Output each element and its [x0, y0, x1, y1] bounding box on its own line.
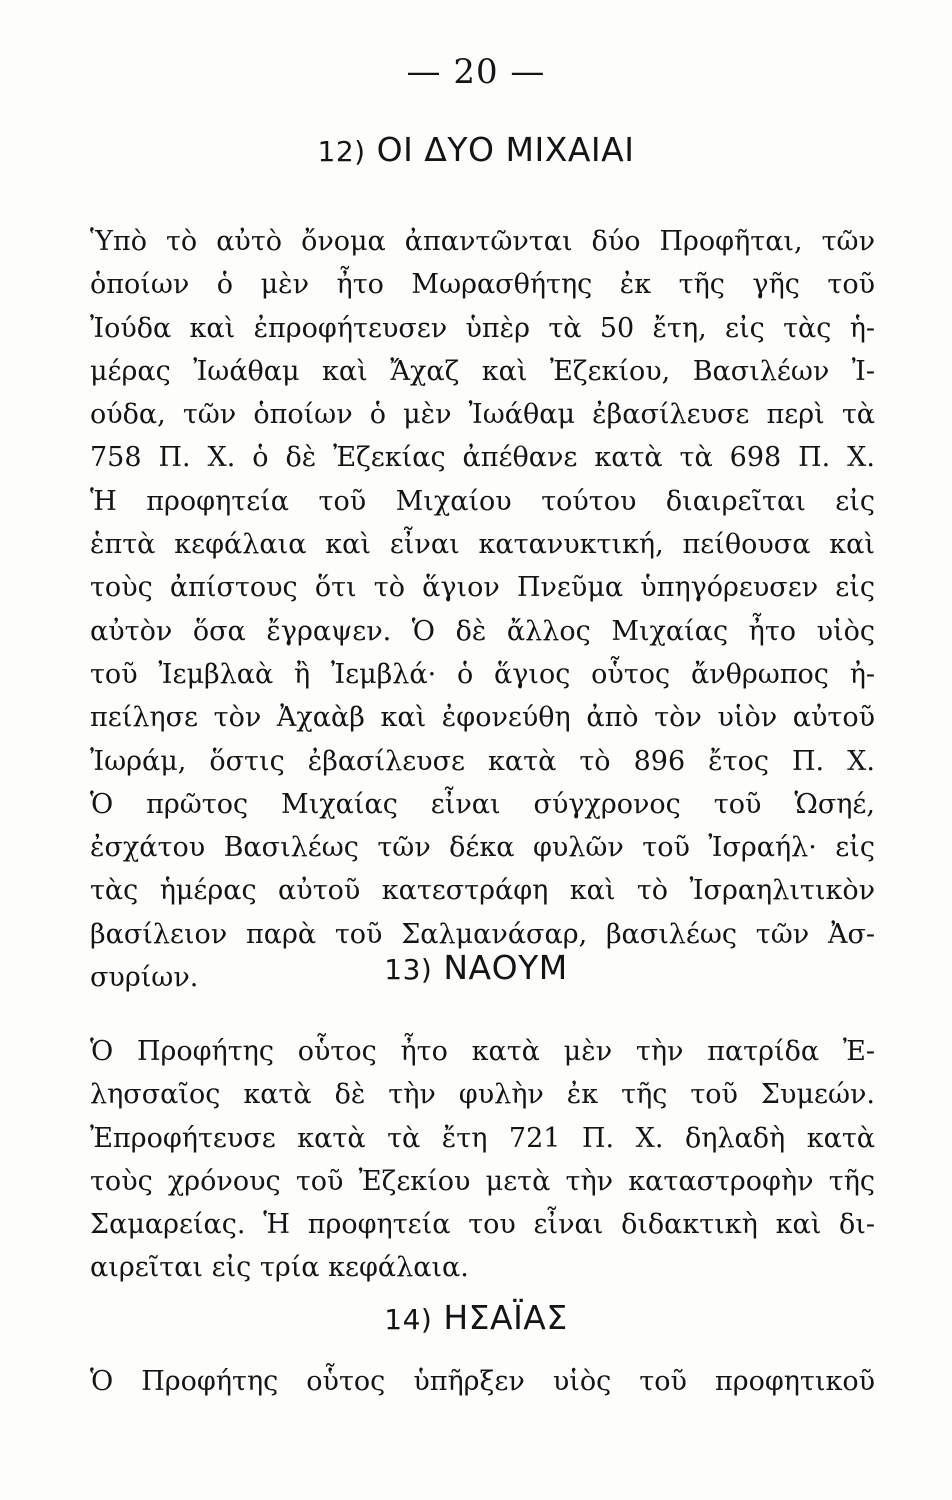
text-line: συρίων. [90, 962, 199, 994]
section-number: 12) [317, 135, 366, 168]
text-line: ούδα, τῶν ὁποίων ὁ μὲν Ἰωάθαμ ἐβασίλευσε περὶ τὰ [90, 399, 875, 431]
text-line: Ἰωράμ, ὅστις ἐβασίλευσε κατὰ τὸ 896 ἔτος Π. Χ. [90, 745, 875, 777]
text-line: ἑπτὰ κεφάλαια καὶ εἶναι κατανυκτική, πείθουσα καὶ [90, 529, 875, 561]
text-line: αὐτὸν ὅσα ἔγραψεν. Ὁ δὲ ἄλλος Μιχαίας ἦτο υἱὸς [90, 615, 875, 647]
section-title: ΟΙ ΔΥΟ ΜΙΧΑΙΑΙ [376, 130, 635, 169]
text-line: τοῦ Ἰεμβλαὰ ἢ Ἰεμβλά· ὁ ἅγιος οὗτος ἄνθρωπος ἠ- [90, 658, 875, 690]
section-number: 13) [384, 953, 433, 986]
section-body-14 [90, 1360, 875, 1403]
section-number: 14) [384, 1303, 433, 1336]
section-body-13 [90, 1030, 875, 1290]
text-line: αιρεῖται εἰς τρία κεφάλαια. [90, 1252, 469, 1284]
text-line: ὁποίων ὁ μὲν ἦτο Μωρασθήτης ἐκ τῆς γῆς τοῦ [90, 269, 875, 301]
page-number: — 20 — [406, 52, 546, 92]
text-line: πείλησε τὸν Ἀχαὰβ καὶ ἐφονεύθη ἀπὸ τὸν υἱὸν αὐτοῦ [90, 702, 875, 734]
section-title: ΝΑΟΥΜ [443, 948, 568, 987]
text-line: λησσαῖος κατὰ δὲ τὴν φυλὴν ἐκ τῆς τοῦ Συμεών. [90, 1079, 875, 1111]
text-line: Ὁ Προφήτης οὗτος ἦτο κατὰ μὲν τὴν πατρίδα Ἐ- [90, 1036, 875, 1067]
section-heading-12 [0, 130, 952, 169]
text-line: τοὺς ἀπίστους ὅτι τὸ ἅγιον Πνεῦμα ὑπηγόρευσεν εἰς [90, 572, 875, 604]
text-line: τοὺς χρόνους τοῦ Ἐζεκίου μετὰ τὴν καταστροφὴν τῆς [90, 1165, 875, 1197]
text-line: Ἰούδα καὶ ἐπροφήτευσεν ὑπὲρ τὰ 50 ἔτη, εἰς τὰς ἡ- [90, 312, 875, 344]
text-line: τὰς ἡμέρας αὐτοῦ κατεστράφη καὶ τὸ Ἰσραηλιτικὸν [90, 875, 875, 907]
section-heading-13 [0, 948, 952, 987]
text-line: Ὁ πρῶτος Μιχαίας εἶναι σύγχρονος τοῦ Ὡσηέ, [90, 788, 875, 820]
text-line: 758 Π. Χ. ὁ δὲ Ἐζεκίας ἀπέθανε κατὰ τὰ 698 Π. Χ. [90, 442, 875, 474]
section-body-12 [90, 220, 875, 999]
text-line: βασίλειον παρὰ τοῦ Σαλμανάσαρ, βασιλέως τῶν Ἀσ- [90, 918, 875, 950]
text-line: Ἐπροφήτευσε κατὰ τὰ ἔτη 721 Π. Χ. δηλαδὴ κατὰ [90, 1122, 875, 1154]
text-line: Ἡ προφητεία τοῦ Μιχαίου τούτου διαιρεῖται εἰς [90, 485, 875, 517]
text-line: Ὁ Προφήτης οὗτος ὑπῆρξεν υἱὸς τοῦ προφητικοῦ [90, 1366, 875, 1397]
section-title: ΗΣΑΪΑΣ [443, 1298, 568, 1337]
text-line: μέρας Ἰωάθαμ καὶ Ἄχαζ καὶ Ἐζεκίου, Βασιλέων Ἰ- [90, 355, 875, 387]
text-line: Σαμαρείας. Ἡ προφητεία του εἶναι διδακτικὴ καὶ δι- [90, 1209, 875, 1241]
text-line: Ὑπὸ τὸ αὐτὸ ὄνομα ἀπαντῶνται δύο Προφῆται, τῶν [90, 226, 875, 257]
text-line: ἐσχάτου Βασιλέως τῶν δέκα φυλῶν τοῦ Ἰσραήλ· εἰς [90, 832, 875, 864]
section-heading-14 [0, 1298, 952, 1337]
